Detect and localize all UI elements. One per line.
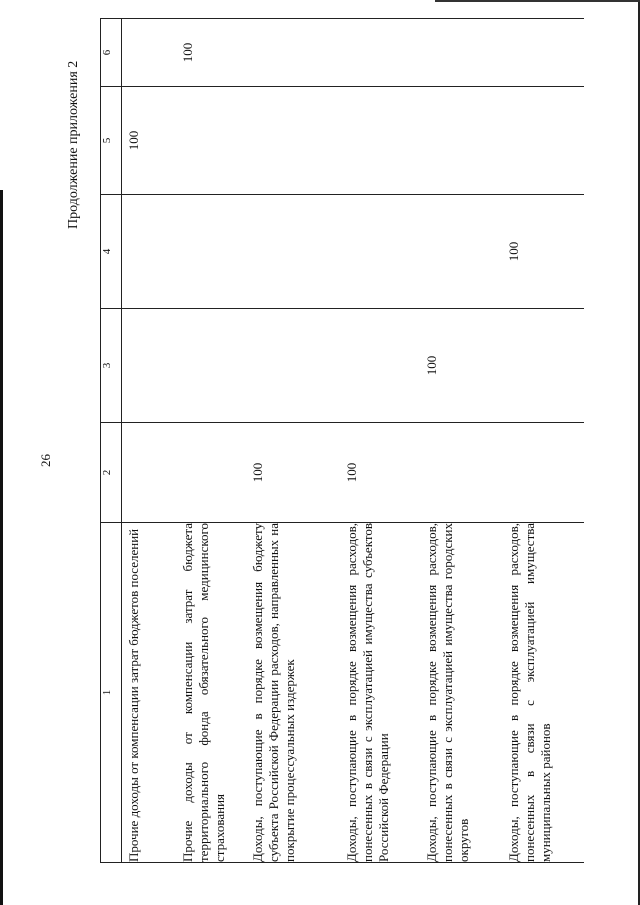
cell-value [176,195,246,309]
cell-value [340,195,420,309]
revenue-table [100,18,584,863]
cell-value [502,19,584,87]
row-description: Прочие доходы от компенсации затрат бюджетов поселений [122,523,177,863]
cell-value [420,19,502,87]
cell-value: 100 [122,87,177,195]
column-header: 2 [101,423,122,523]
cell-value [502,309,584,423]
column-header: 3 [101,309,122,423]
cell-value [122,19,177,87]
column-header: 5 [101,87,122,195]
table-row [176,19,246,863]
cell-value [340,19,420,87]
cell-value [246,309,340,423]
column-header: 6 [101,19,122,87]
cell-value [502,87,584,195]
table-row [420,19,502,863]
cell-value: 100 [176,19,246,87]
table-header-row [101,19,122,863]
row-description: Доходы, поступающие в порядке возмещения расходов, понесенных в связи с эксплуатацией имущества муниципальных районов [502,523,584,863]
row-description: Прочие доходы от компенсации затрат бюджета территориального фонда обязательного медицинского страхования [176,523,246,863]
cell-value [122,195,177,309]
cell-value [502,423,584,523]
cell-value [420,195,502,309]
cell-value [340,87,420,195]
row-description: Доходы, поступающие в порядке возмещения расходов, понесенных в связи с эксплуатацией имущества городских округов [420,523,502,863]
cell-value: 100 [340,423,420,523]
cell-value [420,423,502,523]
cell-value [246,19,340,87]
cell-value [420,87,502,195]
table-row [502,19,584,863]
column-header: 4 [101,195,122,309]
row-description: Доходы, поступающие в порядке возмещения расходов, понесенных в связи с эксплуатацией имущества субъектов Российской Федерации [340,523,420,863]
cell-value [176,87,246,195]
table-row [122,19,177,863]
cell-value: 100 [246,423,340,523]
cell-value [122,309,177,423]
column-header: 1 [101,523,122,863]
table-row [246,19,340,863]
page-number: 26 [38,454,53,467]
row-description: Доходы, поступающие в порядке возмещения бюджету субъекта Российской Федерации расходов, направленных на покрытие процессуальных издержек [246,523,340,863]
table-row [340,19,420,863]
cell-value [246,87,340,195]
cell-value [176,423,246,523]
appendix-label: Продолжение приложения 2 [66,60,81,229]
cell-value [246,195,340,309]
cell-value [122,423,177,523]
cell-value: 100 [502,195,584,309]
cell-value [340,309,420,423]
cell-value [176,309,246,423]
cell-value: 100 [420,309,502,423]
